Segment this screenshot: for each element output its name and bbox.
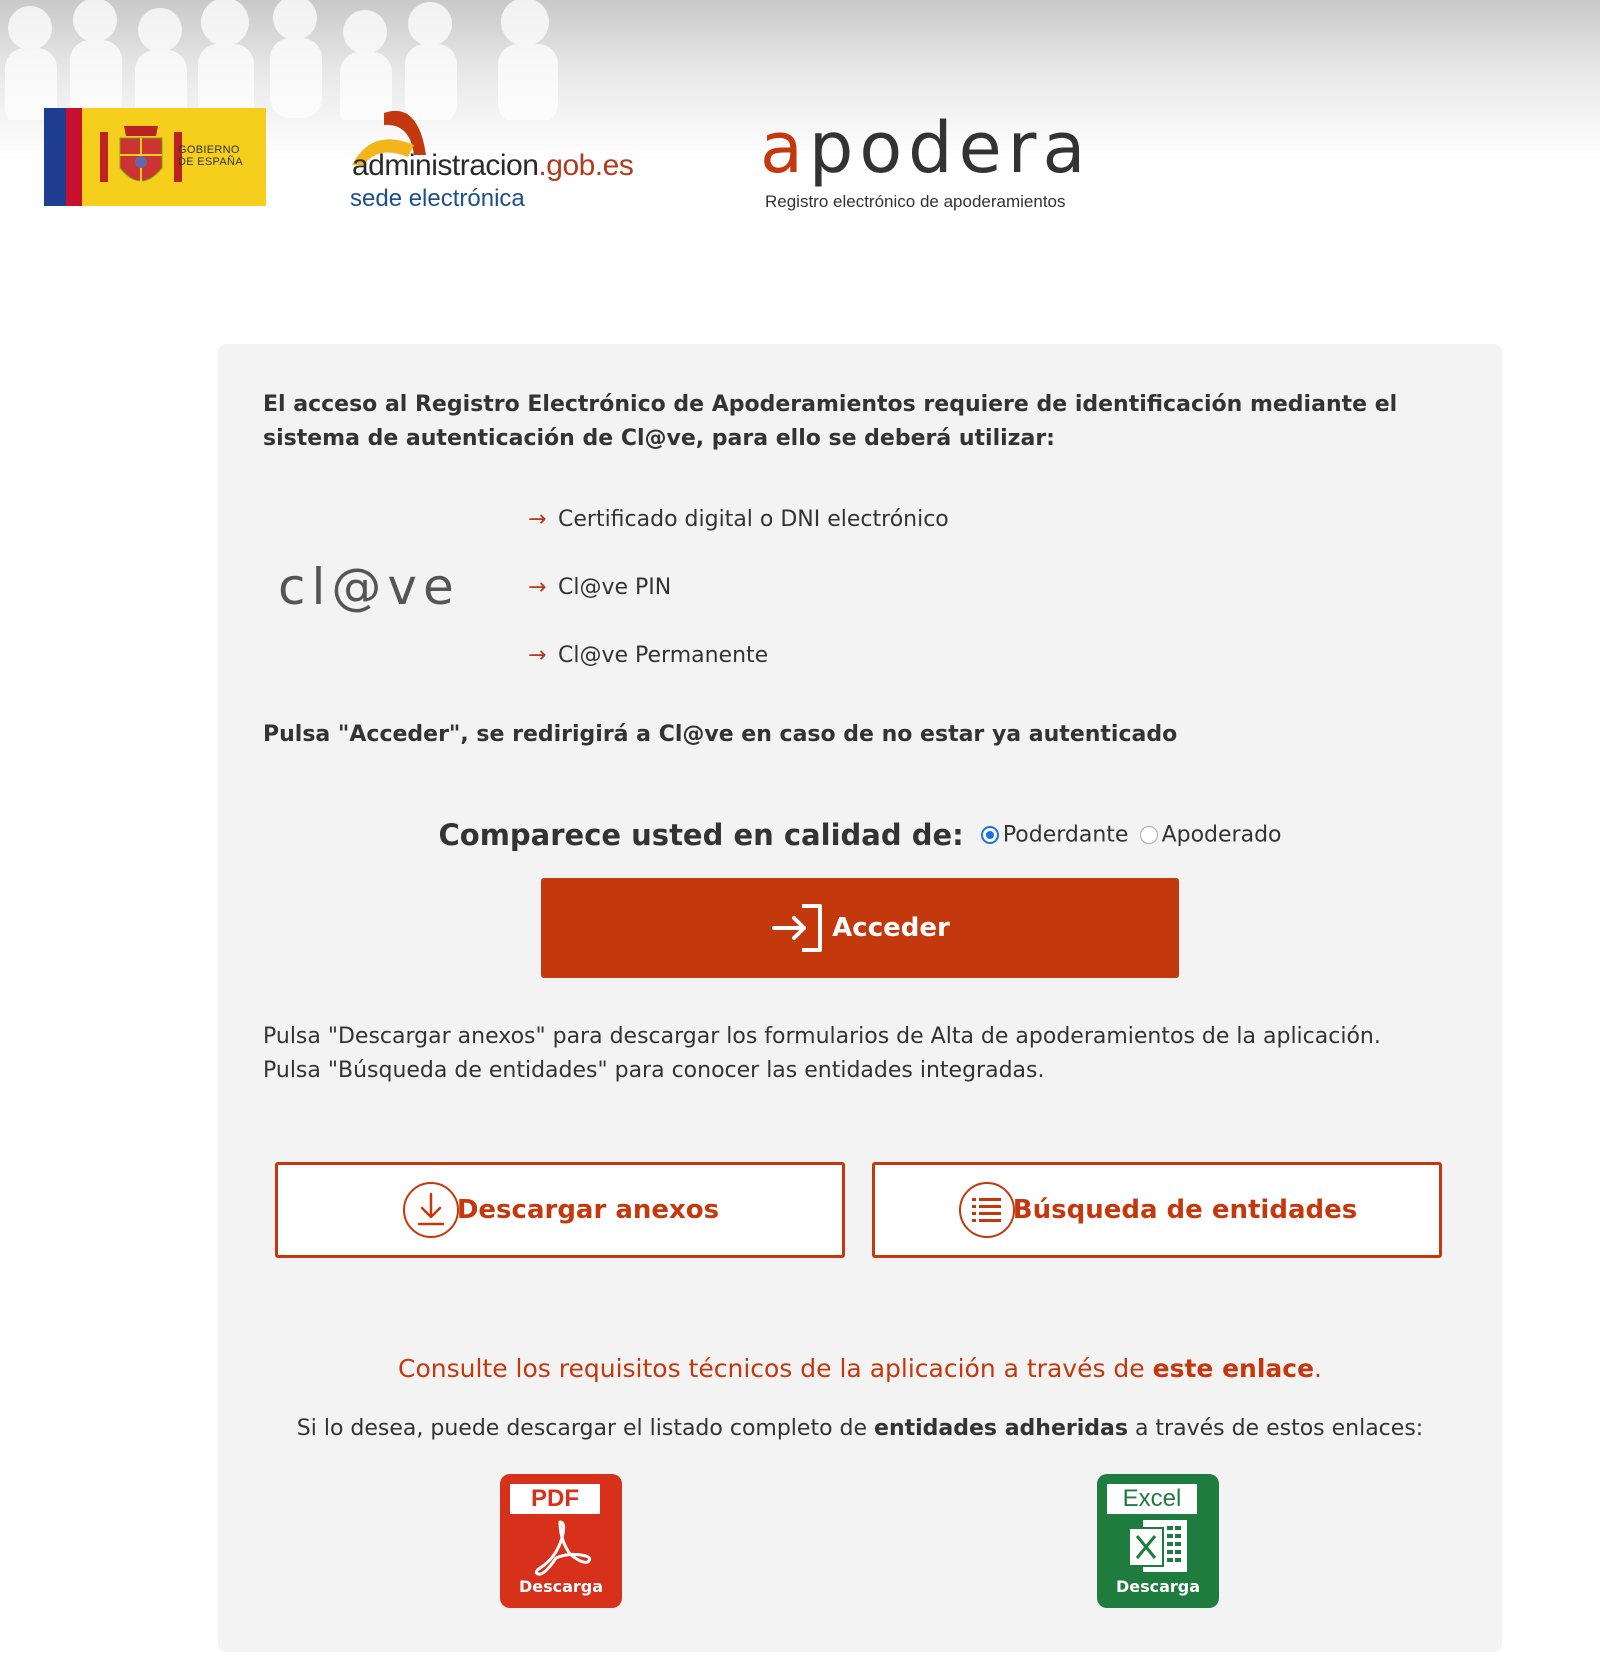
requisitos-link[interactable]: este enlace	[1152, 1354, 1315, 1383]
excel-caption: Descarga	[1115, 1577, 1201, 1596]
apodera-subtitle: Registro electrónico de apoderamientos	[765, 192, 1066, 211]
acceder-button[interactable]	[541, 878, 1179, 978]
list-item	[528, 504, 949, 572]
listado-bold: entidades adheridas	[874, 1416, 1128, 1441]
descargar-anexos-label: Descargar anexos	[456, 1195, 720, 1225]
method-label: Cl@ve Permanente	[558, 643, 769, 668]
info-line-descargar: Pulsa "Descargar anexos" para descargar los formularios de Alta de apoderamientos de la aplicación.	[263, 1024, 1381, 1049]
logos-row	[0, 0, 1600, 260]
admin-brand-domain: .gob.es	[538, 149, 634, 182]
requisitos-text	[218, 1354, 1502, 1383]
busqueda-entidades-label: Búsqueda de entidades	[1012, 1195, 1358, 1225]
list-item	[528, 640, 949, 708]
excel-label: Excel	[1122, 1485, 1182, 1512]
main-panel	[218, 344, 1502, 1652]
listado-text	[218, 1416, 1502, 1441]
coat-of-arms-icon	[96, 118, 186, 196]
radio-poderdante[interactable]	[981, 826, 999, 844]
gobierno-line2: DE ESPAÑA	[178, 156, 243, 168]
comparece-label: Comparece usted en calidad de:	[438, 818, 964, 852]
radio-poderdante-label[interactable]: Poderdante	[1002, 822, 1129, 848]
apodera-rest: podera	[808, 107, 1092, 189]
method-label: Certificado digital o DNI electrónico	[558, 507, 949, 532]
excel-download-button[interactable]	[1097, 1474, 1219, 1608]
pulsa-acceder-text: Pulsa "Acceder", se redirigirá a Cl@ve en caso de no estar ya autenticado	[263, 722, 1178, 747]
arrow-right-icon: →	[528, 507, 547, 532]
acceder-label: Acceder	[832, 913, 950, 943]
gobierno-text	[178, 144, 243, 168]
radio-apoderado[interactable]	[1140, 826, 1158, 844]
acrobat-icon	[530, 1518, 594, 1578]
excel-sheet-icon	[1127, 1518, 1191, 1578]
comparece-row	[218, 818, 1502, 852]
auth-methods-list	[528, 504, 949, 708]
busqueda-entidades-button[interactable]	[872, 1162, 1442, 1258]
apodera-first-letter: a	[760, 107, 809, 189]
login-icon	[770, 900, 826, 956]
spain-flag-strip	[66, 108, 82, 206]
info-text	[263, 1020, 1463, 1088]
arrow-right-icon: →	[528, 575, 547, 600]
admin-sede-text: sede electrónica	[350, 185, 525, 212]
admin-brand-main: administracion	[352, 149, 539, 182]
gobierno-line1: GOBIERNO	[178, 144, 240, 156]
listado-post: a través de estos enlaces:	[1127, 1416, 1424, 1441]
clave-logo-text: cl@ve	[278, 558, 460, 616]
list-icon	[957, 1180, 1017, 1240]
requisitos-prefix: Consulte los requisitos técnicos de la aplicación a través de	[397, 1354, 1153, 1383]
method-label: Cl@ve PIN	[558, 575, 672, 600]
radio-apoderado-label[interactable]: Apoderado	[1161, 822, 1282, 848]
info-line-busqueda: Pulsa "Búsqueda de entidades" para conocer las entidades integradas.	[263, 1058, 1045, 1083]
download-icon	[401, 1180, 461, 1240]
pdf-download-button[interactable]	[500, 1474, 622, 1608]
requisitos-end: .	[1314, 1354, 1322, 1383]
admin-brand-text	[352, 149, 633, 183]
eu-flag-strip	[44, 108, 66, 206]
arrow-right-icon: →	[528, 643, 547, 668]
descargar-anexos-button[interactable]	[275, 1162, 845, 1258]
apodera-logo	[760, 108, 1140, 218]
administracion-logo	[348, 105, 708, 215]
clave-logo	[278, 552, 478, 632]
pdf-caption: Descarga	[518, 1577, 604, 1596]
list-item	[528, 572, 949, 640]
intro-text: El acceso al Registro Electrónico de Apoderamientos requiere de identificación mediante el sistema de autenticación de Cl@ve, para ello se deberá utilizar:	[263, 392, 1398, 451]
listado-pre: Si lo desea, puede descargar el listado completo de	[296, 1416, 875, 1441]
apodera-wordmark	[760, 108, 1091, 188]
gobierno-espana-logo	[44, 108, 266, 206]
pdf-label: PDF	[531, 1485, 579, 1512]
